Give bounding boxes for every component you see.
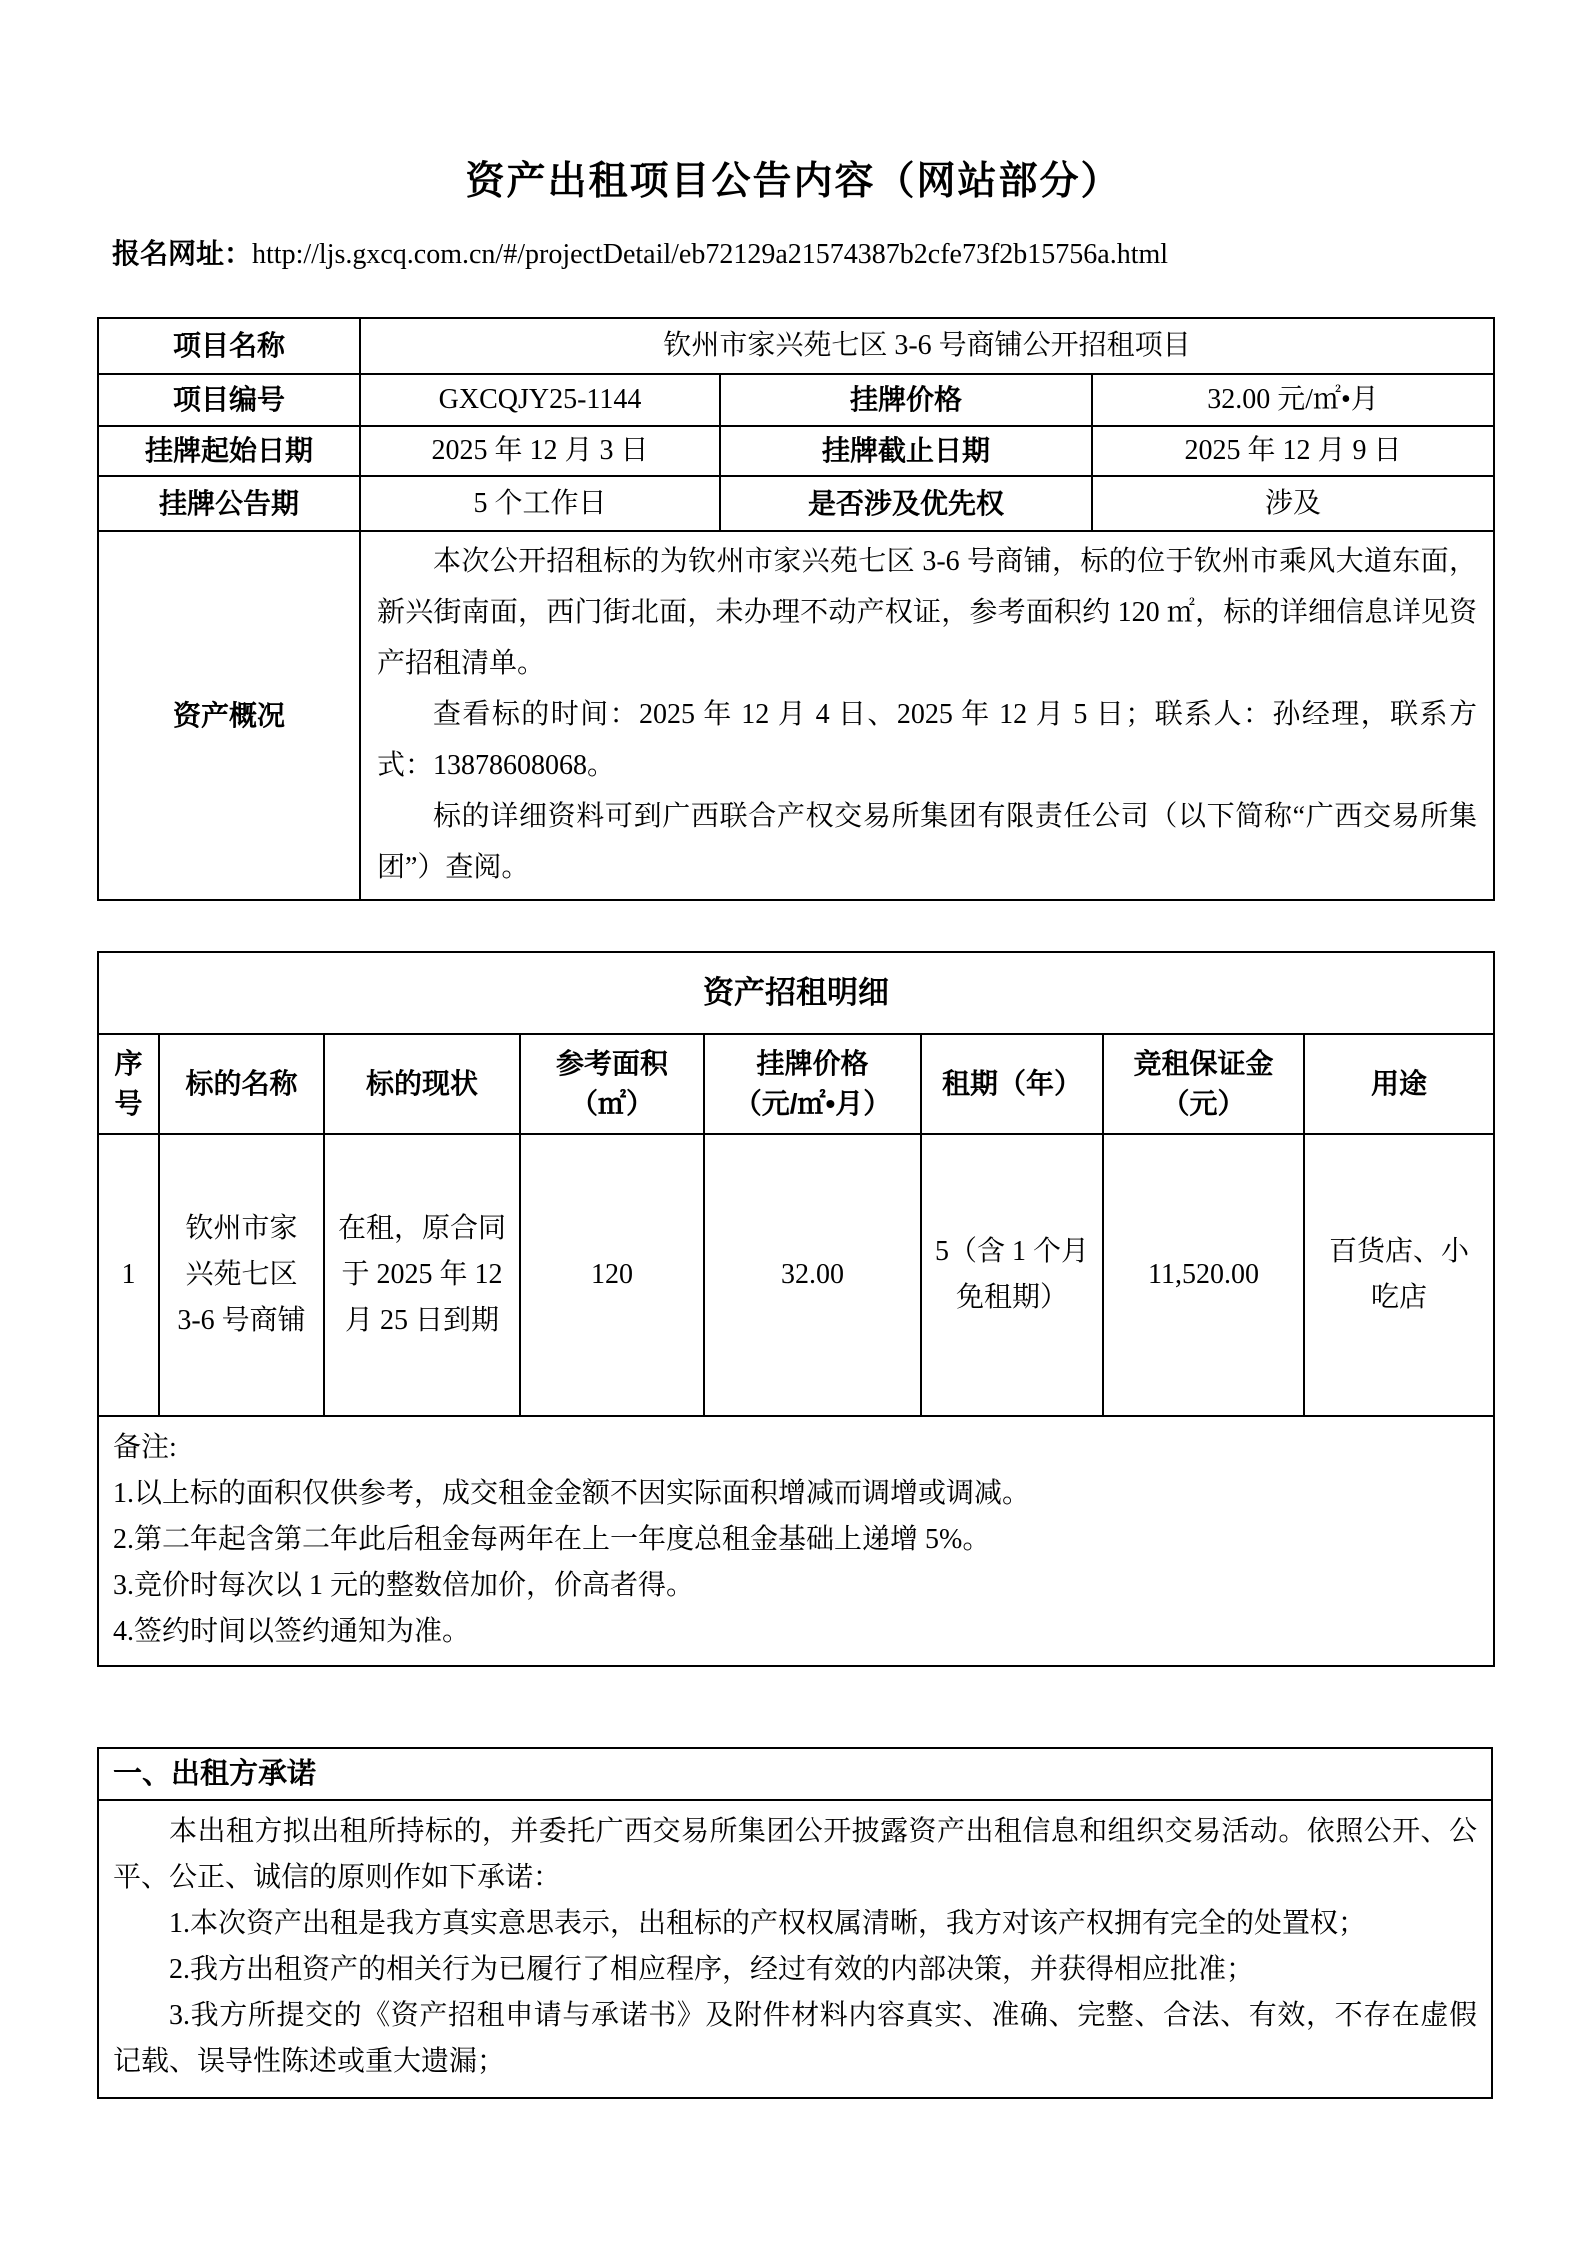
- col-header-text: 标的现状: [365, 1068, 478, 1099]
- area-cell: 120: [520, 1134, 704, 1416]
- table-row: [98, 476, 1494, 531]
- table-row: [98, 318, 1494, 374]
- listing-end-label: 挂牌截止日期: [720, 426, 1092, 476]
- note-item: 1.以上标的面积仅供参考，成交租金金额不因实际面积增减而调增或调减。: [113, 1478, 1031, 1509]
- table-row: [98, 374, 1494, 426]
- col-header-text: 竞租保证金: [1133, 1048, 1274, 1079]
- project-code-label: 项目编号: [98, 374, 360, 426]
- listing-price-value: 32.00 元/㎡•月: [1092, 374, 1494, 426]
- notes-cell: [98, 1416, 1494, 1666]
- priority-right-value: 涉及: [1092, 476, 1494, 531]
- col-header-area: [520, 1034, 704, 1134]
- priority-right-label: 是否涉及优先权: [720, 476, 1092, 531]
- asset-overview-label: 资产概况: [98, 531, 360, 900]
- listing-price-label: 挂牌价格: [720, 374, 1092, 426]
- table-row: [98, 1034, 1494, 1134]
- commitment-body: [99, 1801, 1491, 2097]
- col-header-price: [704, 1034, 921, 1134]
- project-name-value: 钦州市家兴苑七区 3-6 号商铺公开招租项目: [360, 318, 1494, 374]
- col-header-text: 租期（年）: [941, 1068, 1082, 1099]
- term-cell: 5（含 1 个月免租期）: [921, 1134, 1103, 1416]
- col-header-text: 参考面积: [555, 1048, 668, 1079]
- note-item: 3.竞价时每次以 1 元的整数倍加价，价高者得。: [113, 1570, 695, 1601]
- col-header-text: 号: [114, 1088, 143, 1119]
- project-info-table: [97, 317, 1495, 901]
- commitment-item: 1.本次资产出租是我方真实意思表示，出租标的产权权属清晰，我方对该产权拥有完全的处置权；: [169, 1908, 1367, 1939]
- col-header-text: 序: [114, 1048, 143, 1079]
- col-header-text: 挂牌价格: [756, 1048, 869, 1079]
- col-header-term: [921, 1034, 1103, 1134]
- col-header-deposit: [1103, 1034, 1304, 1134]
- seq-cell: 1: [98, 1134, 159, 1416]
- page-title: 资产出租项目公告内容（网站部分）: [465, 160, 1122, 203]
- col-header-seq: [98, 1034, 159, 1134]
- table-row: [98, 1416, 1494, 1666]
- commitment-item: 3.我方所提交的《资产招租申请与承诺书》及附件材料内容真实、准确、完整、合法、有效，不存在虚假记载、误导性陈述或重大遗漏；: [113, 2000, 1477, 2077]
- notice-period-value: 5 个工作日: [360, 476, 720, 531]
- name-cell: 钦州市家兴苑七区 3-6 号商铺: [159, 1134, 324, 1416]
- listing-end-value: 2025 年 12 月 9 日: [1092, 426, 1494, 476]
- note-item: 4.签约时间以签约通知为准。: [113, 1616, 471, 1647]
- table-row: [98, 426, 1494, 476]
- col-header-status: [324, 1034, 520, 1134]
- project-name-label: 项目名称: [98, 318, 360, 374]
- table-row: [98, 952, 1494, 1034]
- asset-overview-paragraph: 本次公开招租标的为钦州市家兴苑七区 3-6 号商铺，标的位于钦州市乘风大道东面，新兴街南面，西门街北面，未办理不动产权证，参考面积约 120 ㎡，标的详细信息详见资产招租清单。: [377, 546, 1477, 679]
- commitment-heading: 一、出租方承诺: [99, 1749, 1491, 1801]
- col-header-name: [159, 1034, 324, 1134]
- detail-table-title: 资产招租明细: [98, 952, 1494, 1034]
- project-code-value: GXCQJY25-1144: [360, 374, 720, 426]
- lessor-commitment-section: [97, 1747, 1493, 2099]
- table-row: [98, 1134, 1494, 1416]
- col-header-text: （元/㎡•月）: [733, 1088, 892, 1119]
- usage-cell: 百货店、小吃店: [1304, 1134, 1494, 1416]
- notice-period-label: 挂牌公告期: [98, 476, 360, 531]
- signup-url-label: 报名网址：: [112, 238, 253, 269]
- table-row: [98, 531, 1494, 900]
- listing-start-value: 2025 年 12 月 3 日: [360, 426, 720, 476]
- notes-title: 备注:: [113, 1432, 177, 1463]
- commitment-item: 2.我方出租资产的相关行为已履行了相应程序，经过有效的内部决策，并获得相应批准；: [169, 1954, 1255, 1985]
- price-cell: 32.00: [704, 1134, 921, 1416]
- asset-overview-paragraph: 标的详细资料可到广西联合产权交易所集团有限责任公司（以下简称“广西交易所集团”）查阅。: [377, 801, 1477, 883]
- col-header-text: （元）: [1161, 1088, 1246, 1119]
- signup-url-line: [112, 234, 1587, 275]
- commitment-intro: 本出租方拟出租所持标的，并委托广西交易所集团公开披露资产出租信息和组织交易活动。依照公开、公平、公正、诚信的原则作如下承诺：: [113, 1816, 1477, 1893]
- note-item: 2.第二年起含第二年此后租金每两年在上一年度总租金基础上递增 5%。: [113, 1524, 991, 1555]
- signup-url[interactable]: http://ljs.gxcq.com.cn/#/projectDetail/eb72129a21574387b2cfe73f2b15756a.html: [252, 239, 1169, 270]
- col-header-usage: [1304, 1034, 1494, 1134]
- listing-start-label: 挂牌起始日期: [98, 426, 360, 476]
- col-header-text: 用途: [1370, 1068, 1427, 1099]
- status-cell: 在租，原合同于 2025 年 12 月 25 日到期: [324, 1134, 520, 1416]
- asset-overview-content: [360, 531, 1494, 900]
- col-header-text: （㎡）: [569, 1088, 654, 1119]
- col-header-text: 标的名称: [185, 1068, 298, 1099]
- asset-overview-paragraph: 查看标的时间：2025 年 12 月 4 日、2025 年 12 月 5 日；联系人：孙经理，联系方式：13878608068。: [377, 699, 1477, 781]
- deposit-cell: 11,520.00: [1103, 1134, 1304, 1416]
- rental-detail-table: [97, 951, 1495, 1667]
